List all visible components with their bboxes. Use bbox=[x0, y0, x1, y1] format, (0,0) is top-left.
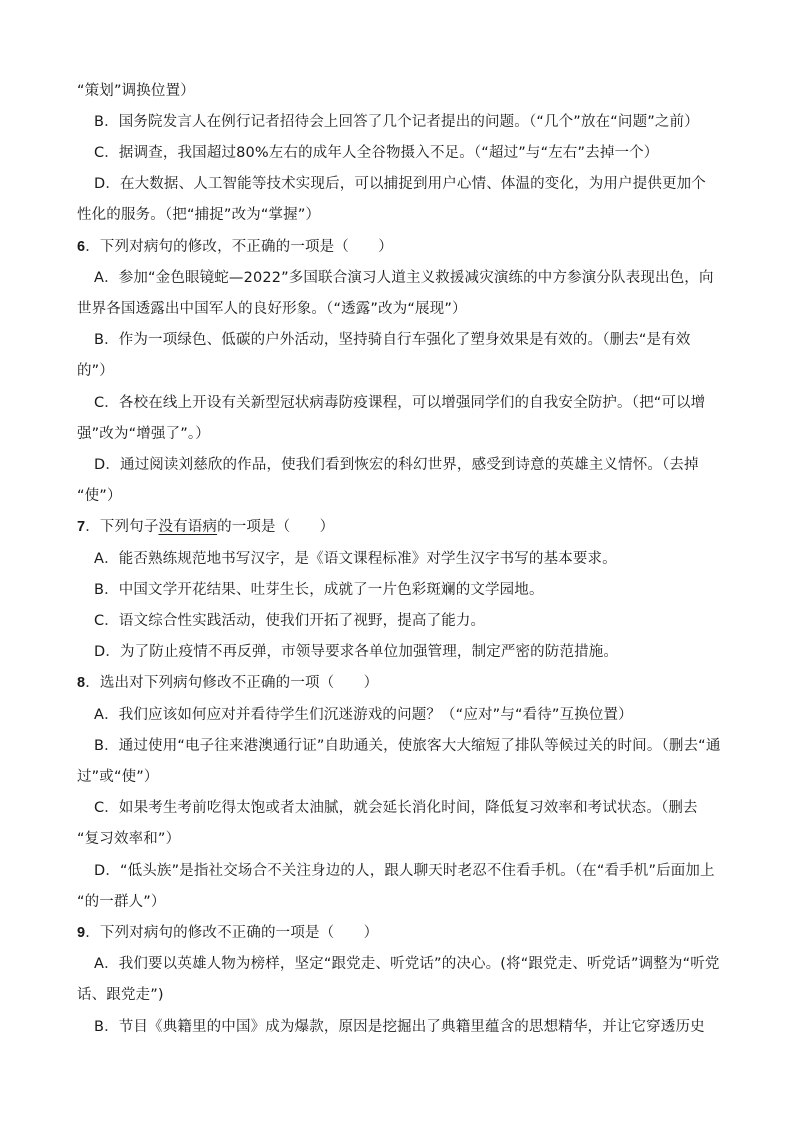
option-a: A．我们要以英雄人物为榜样，坚定“跟党走、听党话”的决心。(将“跟党走、听党话”调整为“听党 bbox=[94, 956, 720, 972]
option-c: C．语文综合性实践活动，使我们开拓了视野，提高了能力。 bbox=[94, 613, 486, 629]
text-line: 的”） bbox=[77, 363, 114, 379]
question-text-underlined: 没有语病 bbox=[158, 519, 218, 535]
question-text: ．下列对病句的修改不正确的一项是（ ） bbox=[85, 925, 379, 941]
question-number: 6 bbox=[77, 239, 86, 255]
option-a: A．我们应该如何应对并看待学生们沉迷游戏的问题？（“应对”与“看待”互换位置） bbox=[94, 707, 633, 723]
question-6 bbox=[77, 237, 393, 257]
option-a: A．参加“金色眼镜蛇—2022”多国联合演习人道主义救援减灾演练的中方参演分队表现出色，向 bbox=[94, 270, 714, 286]
option-d: D．在大数据、人工智能等技术实现后，可以捕捉到用户心情、体温的变化，为用户提供更加个 bbox=[94, 176, 706, 192]
option-a: A．能否熟练规范地书写汉字，是《语文课程标准》对学生汉字书写的基本要求。 bbox=[94, 551, 617, 567]
option-c: C．据调查，我国超过80%左右的成年人全谷物摄入不足。（“超过”与“左右”去掉一个） bbox=[94, 145, 659, 161]
question-7 bbox=[77, 517, 334, 537]
option-b: B．通过使用“电子往来港澳通行证”自助通关，使旅客大大缩短了排队等候过关的时间。（删去“通 bbox=[94, 738, 721, 754]
option-b: B．节目《典籍里的中国》成为爆款，原因是挖掘出了典籍里蕴含的思想精华，并让它穿透历史 bbox=[94, 1019, 705, 1035]
question-9 bbox=[77, 923, 378, 943]
question-text: ．下列对病句的修改，不正确的一项是（ ） bbox=[85, 239, 393, 255]
text-line: 话、跟党走”) bbox=[77, 987, 164, 1003]
option-b: B．国务院发言人在例行记者招待会上回答了几个记者提出的问题。（“几个”放在“问题”之前） bbox=[94, 114, 699, 130]
question-text-post: 的一项是（ ） bbox=[217, 519, 335, 535]
text-line: “策划”调换位置） bbox=[77, 83, 195, 99]
option-d: D．为了防止疫情不再反弹，市领导要求各单位加强管理，制定严密的防范措施。 bbox=[94, 644, 619, 660]
question-text-pre: ．下列句子 bbox=[85, 519, 159, 535]
text-line: 强”改为“增强了”。） bbox=[77, 426, 210, 442]
option-b: B．作为一项绿色、低碳的户外活动，坚持骑自行车强化了塑身效果是有效的。（删去“是有效 bbox=[94, 332, 691, 348]
question-number: 8 bbox=[77, 675, 86, 691]
option-c: C．如果考生考前吃得太饱或者太油腻，就会延长消化时间，降低复习效率和考试状态。（删去 bbox=[94, 800, 698, 816]
option-d: D．“低头族”是指社交场合不关注身边的人，跟人聊天时老忍不住看手机。（在“看手机”后面加上 bbox=[94, 863, 715, 879]
option-d: D．通过阅读刘慈欣的作品，使我们看到恢宏的科幻世界，感受到诗意的英雄主义情怀。（去掉 bbox=[94, 457, 699, 473]
question-number: 7 bbox=[77, 519, 86, 535]
question-8 bbox=[77, 673, 378, 693]
text-line: “使”） bbox=[77, 488, 122, 504]
text-line: 性化的服务。（把“捕捉”改为“掌握”） bbox=[77, 207, 321, 223]
text-line: “的一群人”） bbox=[77, 894, 166, 910]
text-line: 世界各国透露出中国军人的良好形象。（“透露”改为“展现”） bbox=[77, 301, 467, 317]
text-line: 过”或“使”） bbox=[77, 769, 159, 785]
text-line: “复习效率和”） bbox=[77, 831, 181, 847]
question-text: ．选出对下列病句修改不正确的一项（ ） bbox=[85, 675, 379, 691]
question-number: 9 bbox=[77, 925, 86, 941]
option-c: C．各校在线上开设有关新型冠状病毒防疫课程，可以增强同学们的自我安全防护。（把“可以增 bbox=[94, 395, 706, 411]
option-b: B．中国文学开花结果、吐芽生长，成就了一片色彩斑斓的文学园地。 bbox=[94, 582, 544, 598]
